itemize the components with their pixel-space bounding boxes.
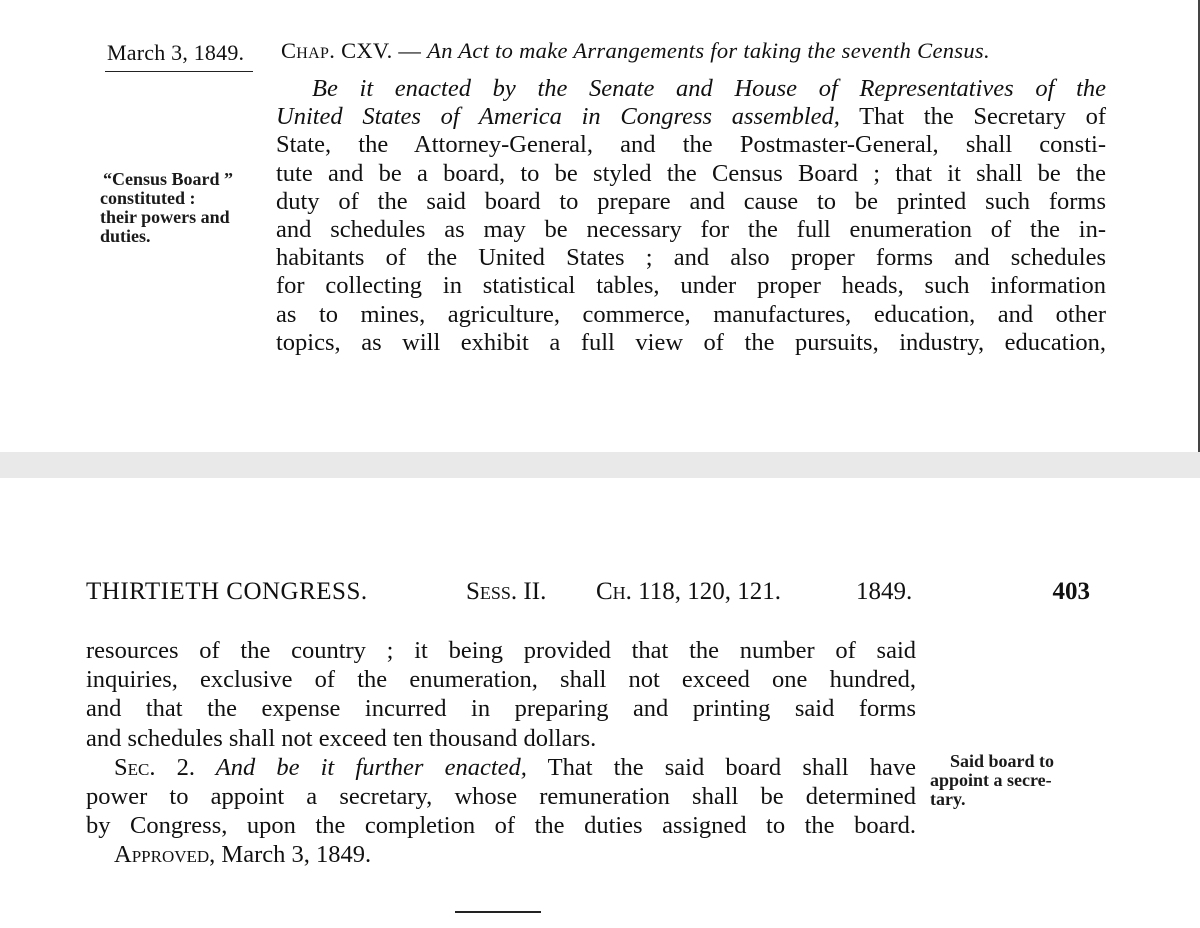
- year-label: 1849.: [856, 578, 913, 605]
- chapters-label: Ch. 118, 120, 121.: [596, 578, 781, 605]
- text-line: for collecting in statistical tables, under proper heads, such information: [276, 272, 1106, 300]
- date-underline: [105, 71, 253, 72]
- italic-phrase: United States of America in Congress assembled,: [276, 103, 840, 131]
- text-line: and schedules shall not exceed ten thousand dollars.: [86, 724, 597, 752]
- session-label: Sess. II.: [466, 578, 547, 605]
- chapter-label: Chap. CXV.: [281, 38, 393, 63]
- approved-label: Approved,: [114, 841, 216, 869]
- margin-note-line: their powers and: [100, 207, 230, 227]
- margin-note-line: duties.: [100, 226, 151, 246]
- section-label: Sec. 2.: [114, 753, 196, 781]
- approved-date: March 3, 1849.: [215, 841, 372, 869]
- act-body-text: [276, 75, 1106, 357]
- text-line: topics, as will exhibit a full view of the pursuits, industry, education,: [276, 328, 1106, 356]
- italic-phrase: And be it further enacted,: [195, 753, 527, 781]
- section-2-line: [86, 753, 916, 782]
- margin-note-line: constituted :: [100, 188, 196, 208]
- act-date: March 3, 1849.: [107, 40, 245, 65]
- continued-body-text: [86, 636, 916, 870]
- top-page-scan: [0, 0, 1200, 452]
- margin-note-line: Said board to: [950, 751, 1055, 771]
- congress-title: THIRTIETH CONGRESS.: [86, 578, 368, 605]
- margin-note-secretary: [930, 752, 1100, 809]
- chapter-title: An Act to make Arrangements for taking the seventh Census.: [427, 38, 990, 63]
- text-line: duty of the said board to prepare and cause to be printed such forms: [276, 187, 1106, 215]
- text-line: and that the expense incurred in preparing and printing said forms: [86, 695, 916, 723]
- italic-phrase: Be it enacted by the Senate and House of Representatives of the: [312, 75, 1106, 102]
- margin-note-line: “Census Board ”: [103, 169, 234, 189]
- text-line: inquiries, exclusive of the enumeration, shall not exceed one hundred,: [86, 666, 916, 694]
- text-line: [276, 103, 1106, 131]
- text-line: power to appoint a secretary, whose remuneration shall be determined: [86, 783, 916, 811]
- margin-note-line: appoint a secre-: [930, 770, 1052, 790]
- chapter-dash: —: [392, 38, 428, 63]
- roman-phrase: That the Secretary of: [839, 103, 1107, 131]
- text-line: and schedules as may be necessary for the full enumeration of the in-: [276, 216, 1106, 244]
- text-line: by Congress, upon the completion of the duties assigned to the board.: [86, 812, 916, 840]
- approved-line: [86, 840, 916, 869]
- margin-note-census-board: [100, 170, 270, 246]
- roman-phrase: That the said board shall have: [526, 753, 917, 781]
- text-line: tute and be a board, to be styled the Census Board ; that it shall be the: [276, 159, 1106, 187]
- end-rule: [455, 911, 541, 913]
- text-line: [276, 75, 1106, 103]
- text-line: habitants of the United States ; and also proper forms and schedules: [276, 244, 1106, 272]
- text-line: State, the Attorney-General, and the Postmaster-General, shall consti-: [276, 131, 1106, 159]
- chapter-heading: [281, 38, 990, 64]
- text-line: as to mines, agriculture, commerce, manufactures, education, and other: [276, 300, 1106, 328]
- text-line: resources of the country ; it being provided that the number of said: [86, 637, 916, 664]
- margin-note-line: tary.: [930, 789, 966, 809]
- page-number: 403: [1052, 578, 1090, 605]
